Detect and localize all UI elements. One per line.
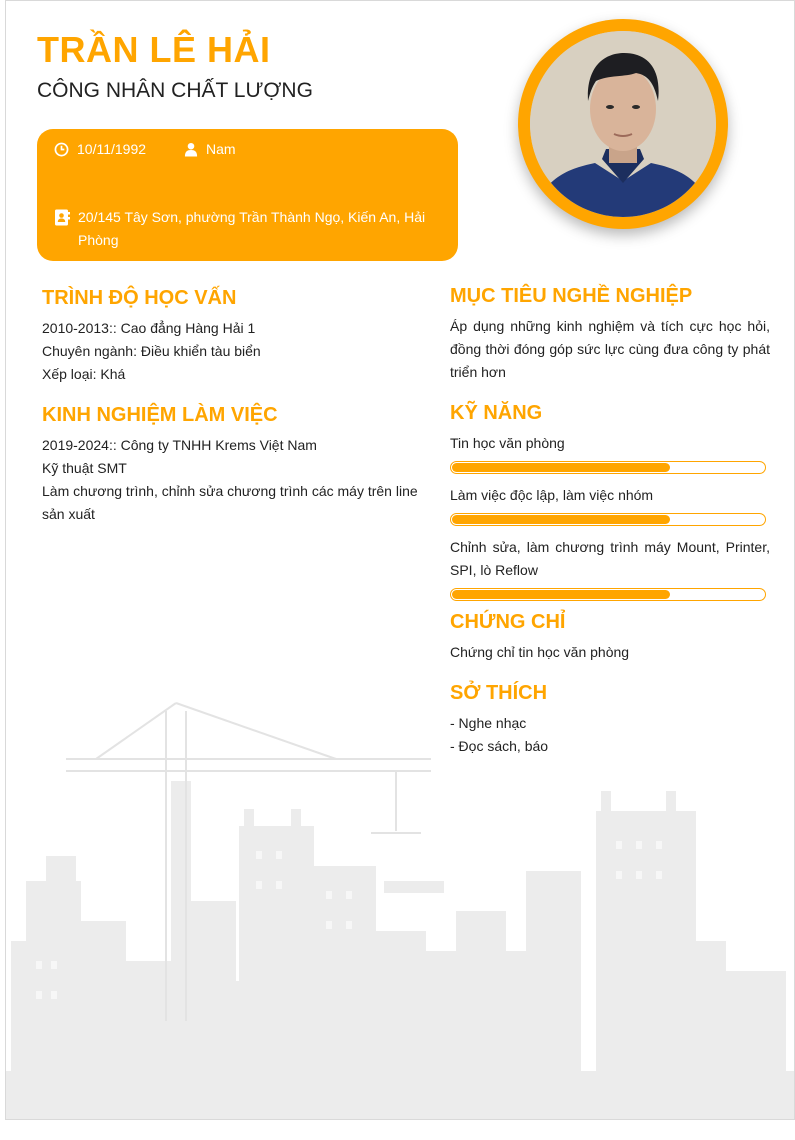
skill-level-bar — [450, 461, 766, 474]
experience-line: Làm chương trình, chỉnh sửa chương trình các máy trên line sản xuất — [42, 483, 418, 522]
hobby-line: - Đọc sách, báo — [450, 738, 549, 754]
skill-item — [450, 536, 770, 601]
objective-section — [450, 285, 770, 384]
address-value: 20/145 Tây Sơn, phường Trần Thành Ngọ, Kiến An, Hải Phòng — [78, 209, 426, 248]
hobbies-section — [450, 682, 770, 758]
address-item — [54, 206, 434, 252]
experience-line: Kỹ thuật SMT — [42, 460, 127, 476]
experience-title: KINH NGHIỆM LÀM VIỆC — [42, 404, 278, 426]
birthdate-item — [54, 141, 146, 157]
education-section — [42, 287, 422, 386]
personal-info-box — [37, 129, 458, 261]
education-title: TRÌNH ĐỘ HỌC VẤN — [42, 287, 237, 309]
skill-level-bar — [450, 513, 766, 526]
right-column — [450, 285, 770, 776]
user-icon — [184, 142, 198, 157]
objective-text: Áp dụng những kinh nghiệm và tích cực học hỏi, đồng thời đóng góp sức lực cùng đưa công ty phát triển hơn — [450, 318, 770, 380]
certificate-line: Chứng chỉ tin học văn phòng — [450, 644, 630, 660]
skill-level-fill — [452, 515, 670, 524]
skill-level-bar — [450, 588, 766, 601]
address-book-icon — [54, 209, 70, 226]
profile-photo — [530, 31, 716, 217]
skill-level-fill — [452, 590, 670, 599]
hobby-line: - Nghe nhạc — [450, 715, 527, 731]
experience-section — [42, 404, 422, 526]
education-line: 2010-2013:: Cao đẳng Hàng Hải 1 — [42, 320, 256, 336]
cv-page — [5, 0, 795, 1120]
hobbies-title: SỞ THÍCH — [450, 682, 548, 704]
skill-item — [450, 484, 770, 526]
skills-section — [450, 402, 770, 601]
skill-name: Làm việc độc lập, làm việc nhóm — [450, 487, 654, 503]
skills-title: KỸ NĂNG — [450, 402, 543, 424]
avatar — [530, 31, 716, 217]
job-title: CÔNG NHÂN CHẤT LƯỢNG — [37, 79, 313, 102]
candidate-name: TRẦN LÊ HẢI — [37, 29, 271, 70]
experience-line: 2019-2024:: Công ty TNHH Krems Việt Nam — [42, 437, 317, 453]
gender-value: Nam — [206, 141, 236, 157]
avatar-frame — [518, 19, 728, 229]
skill-name: Chỉnh sửa, làm chương trình máy Mount, Printer, SPI, lò Reflow — [450, 539, 770, 578]
objective-title: MỤC TIÊU NGHỀ NGHIỆP — [450, 285, 693, 307]
skill-level-fill — [452, 463, 670, 472]
education-line: Chuyên ngành: Điều khiển tàu biển — [42, 343, 261, 359]
certificates-title: CHỨNG CHỈ — [450, 611, 566, 633]
skill-name: Tin học văn phòng — [450, 435, 565, 451]
certificates-section — [450, 611, 770, 664]
clock-icon — [54, 142, 69, 157]
birthdate-value: 10/11/1992 — [77, 141, 147, 157]
gender-item — [184, 141, 236, 157]
skill-item — [450, 432, 770, 474]
left-column — [42, 287, 422, 544]
education-line: Xếp loại: Khá — [42, 366, 126, 382]
